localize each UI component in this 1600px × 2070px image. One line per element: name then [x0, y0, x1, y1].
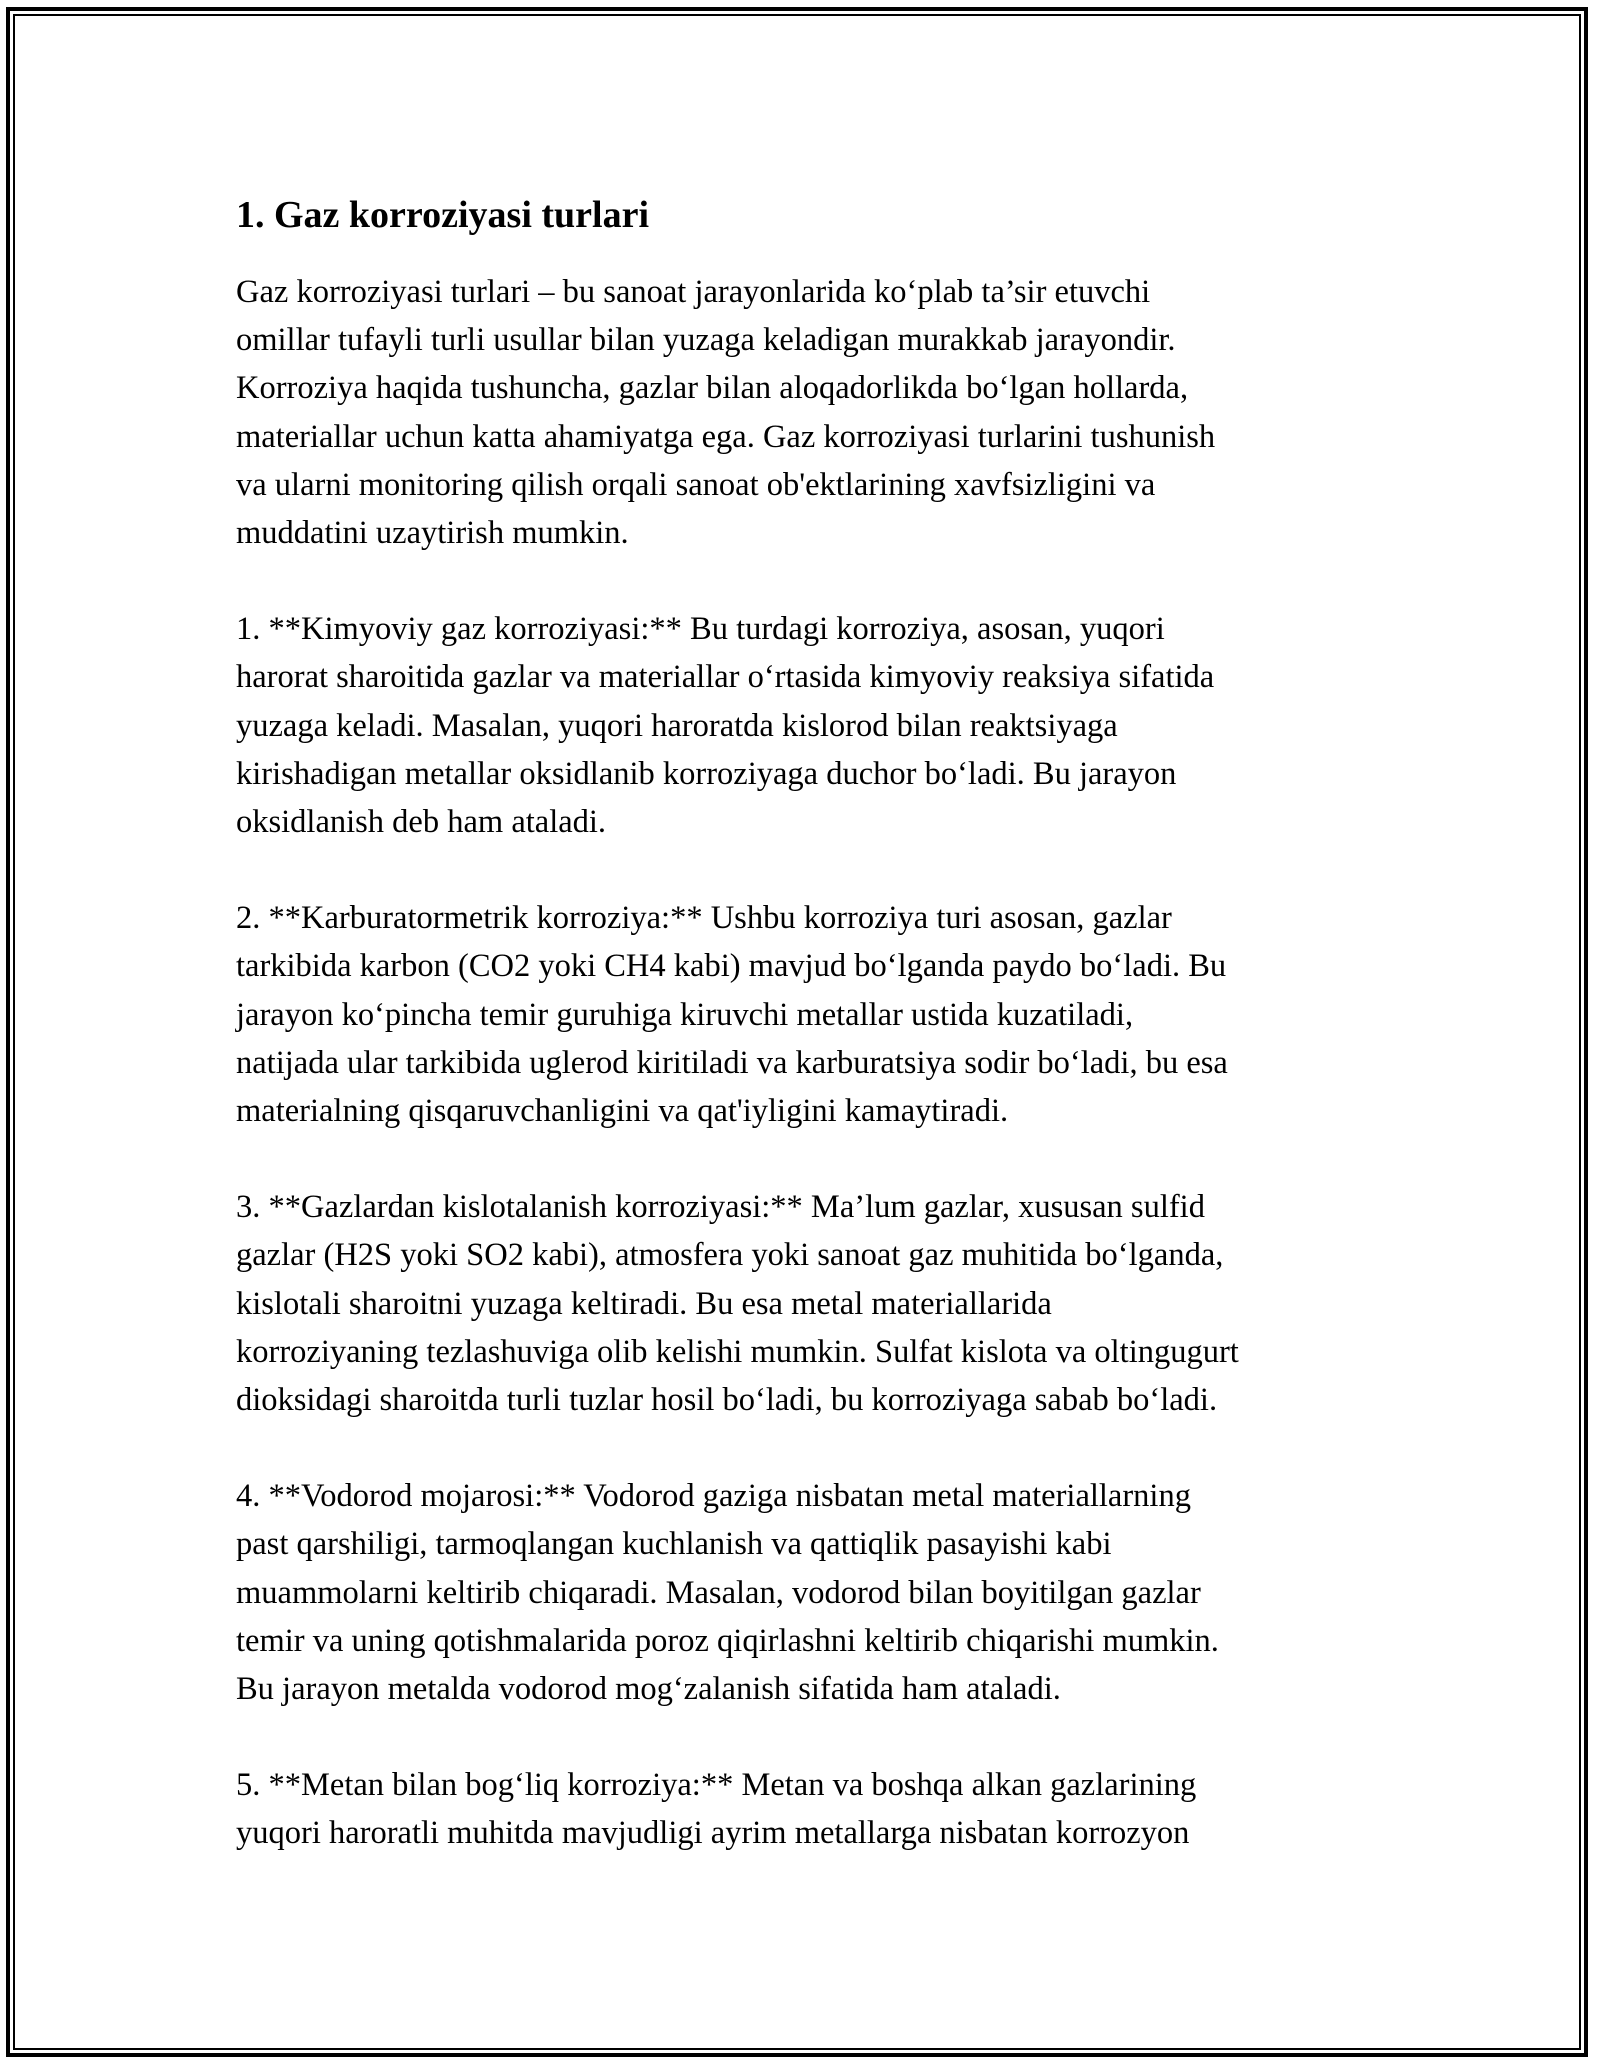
text-line: Gaz korroziyasi turlari – bu sanoat jarayonlarida ko‘plab ta’sir etuvchi: [236, 274, 1151, 310]
text-line: Bu jarayon metalda vodorod mog‘zalanish sifatida ham ataladi.: [236, 1671, 1061, 1708]
intro-paragraph: [236, 268, 1396, 557]
text-line: natijada ular tarkibida uglerod kiritiladi va karburatsiya sodir bo‘ladi, bu esa: [236, 1044, 1228, 1081]
text-line: temir va uning qotishmalarida poroz qiqirlashni keltirib chiqarishi mumkin.: [236, 1622, 1219, 1659]
item-acidic-gas-corrosion: [236, 1183, 1396, 1424]
item-chemical-gas-corrosion: [236, 605, 1396, 846]
text-line: 4. **Vodorod mojarosi:** Vodorod gaziga nisbatan metal materiallarning: [236, 1478, 1191, 1515]
text-line: muammolarni keltirib chiqaradi. Masalan, vodorod bilan boyitilgan gazlar: [236, 1574, 1201, 1611]
text-line: kislotali sharoitni yuzaga keltiradi. Bu esa metal materiallarida: [236, 1285, 1052, 1322]
text-line: materiallar uchun katta ahamiyatga ega. Gaz korroziyasi turlarini tushunish: [236, 418, 1216, 455]
item-carburization-corrosion: [236, 894, 1396, 1135]
text-line: past qarshiligi, tarmoqlangan kuchlanish va qattiqlik pasayishi kabi: [236, 1526, 1112, 1563]
text-line: yuzaga keladi. Masalan, yuqori haroratda kislorod bilan reaktsiyaga: [236, 707, 1118, 744]
text-line: omillar tufayli turli usullar bilan yuzaga keladigan murakkab jarayondir.: [236, 322, 1176, 359]
text-line: 3. **Gazlardan kislotalanish korroziyasi:** Ma’lum gazlar, xususan sulfid: [236, 1189, 1205, 1226]
text-line: harorat sharoitida gazlar va materiallar o‘rtasida kimyoviy reaksiya sifatida: [236, 659, 1215, 696]
text-line: kirishadigan metallar oksidlanib korroziyaga duchor bo‘ladi. Bu jarayon: [236, 755, 1177, 792]
item-methane-corrosion: [236, 1761, 1396, 1857]
text-line: 2. **Karburatormetrik korroziya:** Ushbu korroziya turi asosan, gazlar: [236, 900, 1172, 937]
text-line: muddatini uzaytirish mumkin.: [236, 515, 629, 552]
text-line: tarkibida karbon (CO2 yoki CH4 kabi) mavjud bo‘lganda paydo bo‘ladi. Bu: [236, 948, 1227, 985]
text-line: korroziyaning tezlashuviga olib kelishi mumkin. Sulfat kislota va oltingugurt: [236, 1333, 1239, 1370]
text-line: materialning qisqaruvchanligini va qat'iyligini kamaytiradi.: [236, 1093, 1009, 1130]
text-line: 5. **Metan bilan bog‘liq korroziya:** Metan va boshqa alkan gazlarining: [236, 1767, 1197, 1804]
item-hydrogen-damage: [236, 1472, 1396, 1713]
text-line: yuqori haroratli muhitda mavjudligi ayrim metallarga nisbatan korrozyon: [236, 1815, 1190, 1852]
section-heading: 1. Gaz korroziyasi turlari: [236, 194, 650, 236]
text-line: gazlar (H2S yoki SO2 kabi), atmosfera yoki sanoat gaz muhitida bo‘lganda,: [236, 1237, 1224, 1274]
text-line: va ularni monitoring qilish orqali sanoat ob'ektlarining xavfsizligini va: [236, 466, 1156, 503]
document-body: [236, 188, 1396, 1858]
text-line: jarayon ko‘pincha temir guruhiga kiruvchi metallar ustida kuzatiladi,: [236, 996, 1134, 1033]
text-line: 1. **Kimyoviy gaz korroziyasi:** Bu turdagi korroziya, asosan, yuqori: [236, 611, 1165, 648]
text-line: oksidlanish deb ham ataladi.: [236, 804, 607, 841]
text-line: Korroziya haqida tushuncha, gazlar bilan aloqadorlikda bo‘lgan hollarda,: [236, 370, 1189, 407]
text-line: dioksidagi sharoitda turli tuzlar hosil bo‘ladi, bu korroziyaga sabab bo‘ladi.: [236, 1382, 1218, 1419]
